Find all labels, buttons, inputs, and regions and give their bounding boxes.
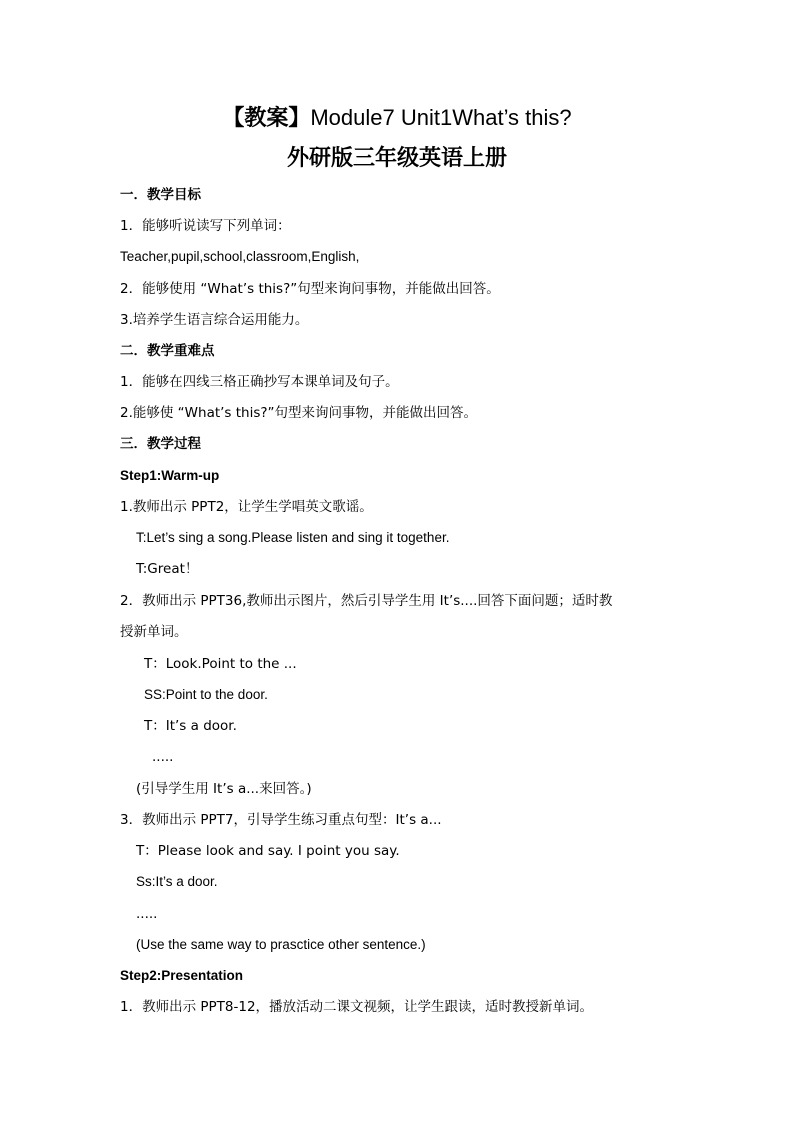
dialogue-line: Ss:It’s a door. [136,874,218,889]
step-heading-warm-up: Step1:Warm-up [120,468,220,483]
paragraph-line: 2．教师出示 PPT36,教师出示图片，然后引导学生用 It’s....回答下面问题；适时教 [120,593,613,609]
section-heading-process: 三．教学过程 [120,436,201,452]
dialogue-line: T：Look.Point to the ... [144,656,297,672]
document-subtitle: 外研版三年级英语上册 [286,146,507,171]
dialogue-line: T:Great！ [136,561,199,577]
paragraph-line: 2．能够使用 “What’s this?”句型来询问事物，并能做出回答。 [120,281,500,297]
paragraph-line: 授新单词。 [120,624,188,640]
dialogue-line: SS:Point to the door. [144,687,268,702]
paragraph-line: 3.培养学生语言综合运用能力。 [120,312,309,328]
ellipsis-line: ..... [152,749,174,765]
section-heading-objectives: 一．教学目标 [120,187,201,203]
dialogue-line: T:Let’s sing a song.Please listen and sing it together. [136,530,450,545]
paragraph-line: 1．能够在四线三格正确抄写本课单词及句子。 [120,374,399,390]
paragraph-line: Teacher,pupil,school,classroom,English, [120,249,360,264]
title-english-label: Module7 Unit1What’s this? [310,105,572,130]
dialogue-line: T：It’s a door. [144,718,237,734]
document-title [0,102,794,135]
paragraph-line: 3．教师出示 PPT7，引导学生练习重点句型：It’s a... [120,812,442,828]
paragraph-line: 1．教师出示 PPT8-12，播放活动二课文视频，让学生跟读，适时教授新单词。 [120,999,594,1015]
dialogue-line: T：Please look and say. I point you say. [136,843,400,859]
paragraph-line: (Use the same way to prasctice other sentence.) [136,937,426,952]
step-heading-presentation: Step2:Presentation [120,968,244,983]
ellipsis-line: ..... [136,906,158,922]
paragraph-line: (引导学生用 It’s a...来回答。) [136,781,312,797]
paragraph-line: 1．能够听说读写下列单词： [120,218,291,234]
section-heading-key-points: 二．教学重难点 [120,343,215,359]
title-bracket-label: 【教案】 [222,106,311,131]
paragraph-line: 2.能够使 “What’s this?”句型来询问事物，并能做出回答。 [120,405,478,421]
paragraph-line: 1.教师出示 PPT2，让学生学唱英文歌谣。 [120,499,373,515]
